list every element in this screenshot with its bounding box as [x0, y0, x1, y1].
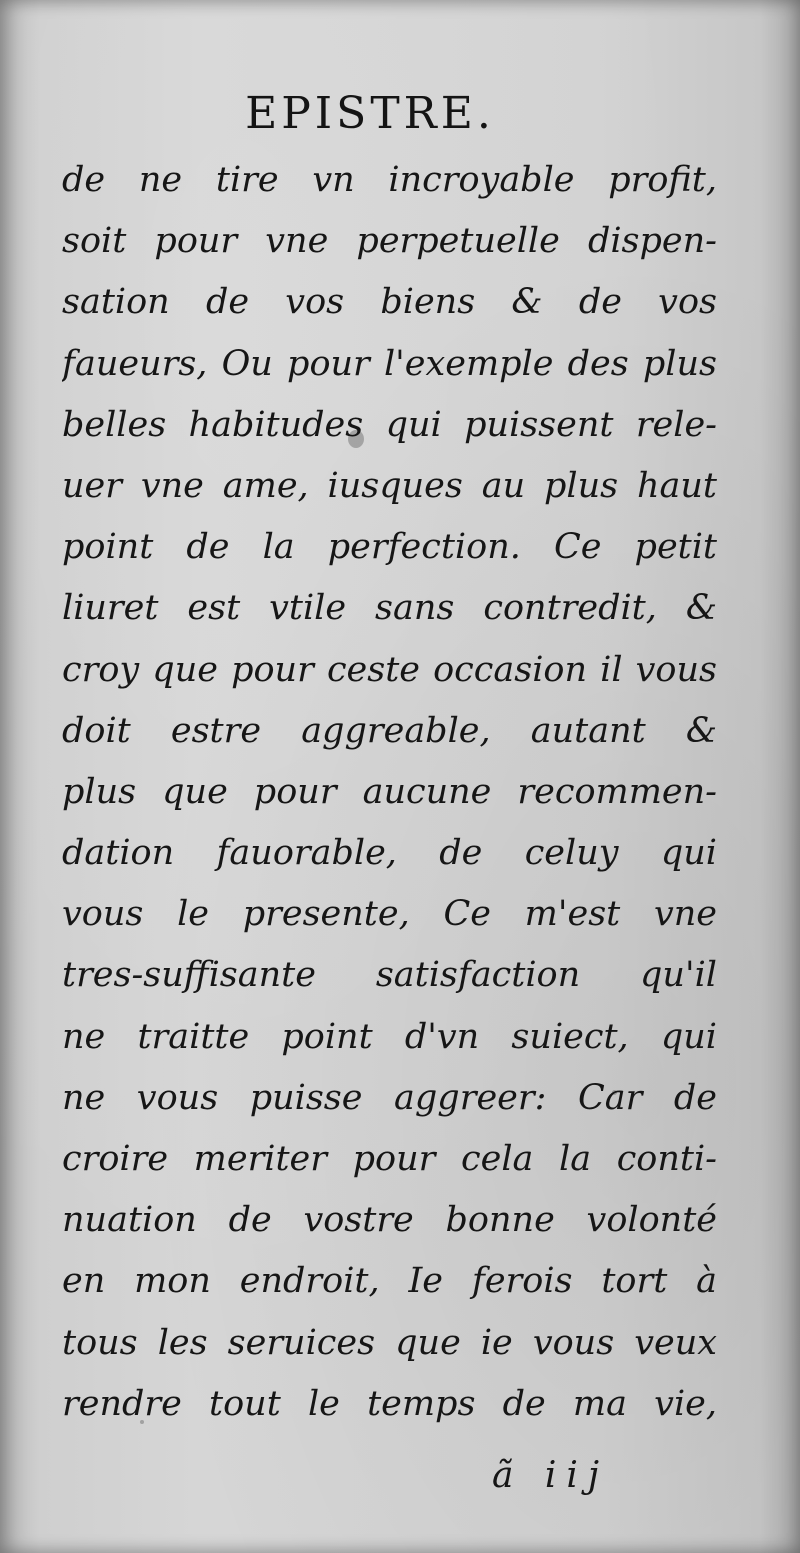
- text-line: vous le presente, Ce m'est vne: [62, 894, 717, 935]
- text-line: sation de vos biens & de vos: [62, 282, 717, 323]
- text-line: croy que pour ceste occasion il vous: [62, 649, 717, 690]
- body-text: [62, 150, 717, 1435]
- text-line: ne vous puisse aggreer: Car de: [62, 1077, 717, 1118]
- text-line: doit estre aggreable, autant &: [62, 710, 717, 751]
- page-header: EPISTRE.: [245, 88, 495, 139]
- signature-mark: ã iij: [492, 1455, 610, 1496]
- text-line: soit pour vne perpetuelle dispen-: [62, 221, 717, 262]
- text-line: en mon endroit, Ie ferois tort à: [62, 1261, 717, 1302]
- text-line: tous les seruices que ie vous veux: [62, 1322, 717, 1363]
- text-line: belles habitudes qui puissent rele-: [62, 404, 717, 445]
- text-line: dation fauorable, de celuy qui: [62, 833, 717, 874]
- text-line: tres-suffisante satisfaction qu'il: [62, 955, 717, 996]
- text-line: plus que pour aucune recommen-: [62, 771, 717, 812]
- text-line: rendre tout le temps de ma vie,: [62, 1383, 717, 1424]
- text-line: croire meriter pour cela la conti-: [62, 1139, 717, 1179]
- text-line: liuret est vtile sans contredit, &: [62, 588, 717, 629]
- text-line: ne traitte point d'vn suiect, qui: [62, 1016, 717, 1057]
- text-line: de ne tire vn incroyable profit,: [62, 160, 717, 200]
- text-line: nuation de vostre bonne volonté: [62, 1200, 717, 1241]
- text-line: point de la perfection. Ce petit: [62, 527, 717, 568]
- text-line: faueurs, Ou pour l'exemple des plus: [62, 343, 717, 384]
- text-line: uer vne ame, iusques au plus haut: [62, 465, 717, 506]
